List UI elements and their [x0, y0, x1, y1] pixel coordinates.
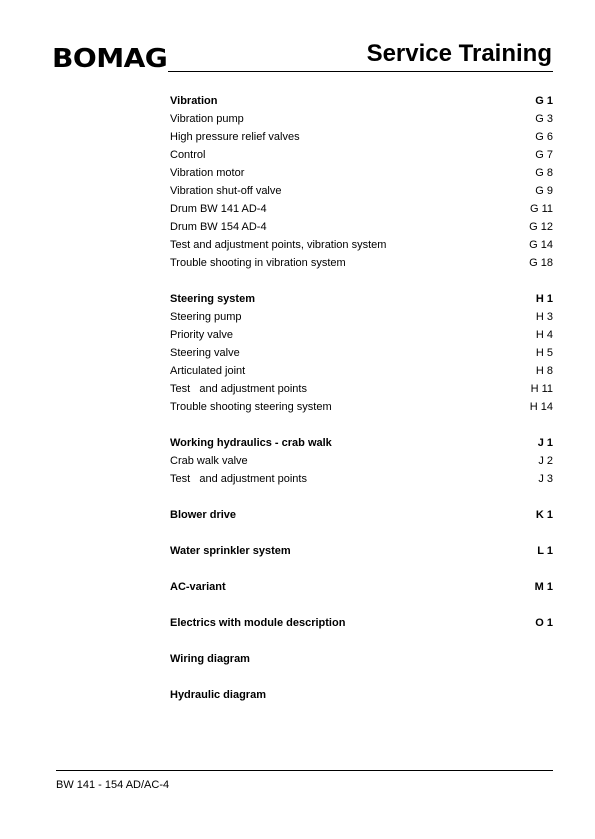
page-title: Service Training: [366, 40, 552, 67]
toc-entry-page: G 6: [535, 131, 553, 143]
toc-entry-label: Vibration pump: [170, 113, 244, 125]
toc-entry-page: H 4: [535, 329, 553, 341]
toc-entry: [170, 398, 553, 416]
toc-section-heading: [170, 290, 553, 308]
toc-entry: [170, 452, 553, 470]
toc-section-heading: [170, 578, 553, 596]
toc-section-heading: [170, 542, 553, 560]
toc-entry: [170, 344, 553, 362]
toc-entry-label: Test and adjustment points: [170, 383, 307, 395]
toc-entry-label: Water sprinkler system: [170, 545, 291, 557]
toc-entry-page: L 1: [537, 545, 553, 557]
toc-entry-label: Working hydraulics - crab walk: [170, 437, 332, 449]
toc-entry-label: Test and adjustment points: [170, 473, 307, 485]
toc-entry-page: G 1: [535, 95, 553, 107]
toc-entry-page: J 3: [538, 473, 553, 485]
toc-entry: [170, 128, 553, 146]
toc-section-heading: [170, 92, 553, 110]
toc-entry-label: Trouble shooting in vibration system: [170, 257, 346, 269]
toc-entry-page: H 5: [535, 347, 553, 359]
toc-entry-label: Blower drive: [170, 509, 237, 521]
toc-entry-label: Drum BW 154 AD-4: [170, 221, 267, 233]
toc-section-heading: [170, 434, 553, 452]
header-divider: [168, 71, 553, 72]
toc-entry: [170, 326, 553, 344]
toc-entry-page: O 1: [535, 617, 553, 629]
section-spacer: [170, 488, 553, 506]
toc-entry-label: Crab walk valve: [170, 455, 248, 467]
toc-entry: [170, 308, 553, 326]
toc-entry-label: AC-variant: [170, 581, 226, 593]
toc-entry-label: Steering system: [170, 293, 255, 305]
toc-entry-page: H 1: [535, 293, 553, 305]
toc-entry-label: Vibration: [170, 95, 218, 107]
toc-section-heading: [170, 686, 553, 704]
section-spacer: [170, 416, 553, 434]
toc-entry-page: G 8: [535, 167, 553, 179]
footer-divider: [56, 770, 553, 771]
toc-section-heading: [170, 614, 553, 632]
toc-section-heading: [170, 506, 553, 524]
toc-entry-page: G 18: [529, 257, 553, 269]
toc-entry: [170, 110, 553, 128]
toc-entry: [170, 362, 553, 380]
toc-section-heading: [170, 650, 553, 668]
toc-entry: [170, 200, 553, 218]
toc-entry: [170, 218, 553, 236]
toc-entry-page: G 9: [535, 185, 553, 197]
toc-entry-label: Vibration shut-off valve: [170, 185, 282, 197]
toc-entry-label: Test and adjustment points, vibration system: [170, 239, 387, 251]
toc-entry: [170, 236, 553, 254]
toc-entry-page: G 11: [529, 203, 553, 215]
section-spacer: [170, 272, 553, 290]
toc-entry-page: G 14: [529, 239, 553, 251]
toc-entry-label: Articulated joint: [170, 365, 246, 377]
toc-entry-label: Trouble shooting steering system: [170, 401, 332, 413]
toc-entry-page: G 12: [529, 221, 553, 233]
toc-entry-page: H 11: [530, 383, 553, 395]
section-spacer: [170, 560, 553, 578]
toc-entry-label: Priority valve: [170, 329, 233, 341]
toc-entry-label: Electrics with module description: [170, 617, 346, 629]
toc-entry-page: J 1: [537, 437, 553, 449]
toc-entry-page: H 8: [535, 365, 553, 377]
toc-entry-label: Vibration motor: [170, 167, 245, 179]
toc-entry-label: Drum BW 141 AD-4: [170, 203, 267, 215]
toc-entry-page: G 7: [535, 149, 553, 161]
toc-entry: [170, 146, 553, 164]
section-spacer: [170, 668, 553, 686]
toc-entry: [170, 470, 553, 488]
toc-entry-label: Steering pump: [170, 311, 242, 323]
section-spacer: [170, 524, 553, 542]
toc-entry-page: K 1: [535, 509, 553, 521]
toc-entry: [170, 164, 553, 182]
section-spacer: [170, 596, 553, 614]
footer-model: BW 141 - 154 AD/AC-4: [56, 779, 170, 791]
toc-entry-label: Steering valve: [170, 347, 240, 359]
toc-entry-page: H 3: [535, 311, 553, 323]
toc-entry-page: H 14: [529, 401, 553, 413]
toc-entry: [170, 254, 553, 272]
section-spacer: [170, 632, 553, 650]
toc-entry-label: Wiring diagram: [170, 653, 250, 665]
toc-entry-page: M 1: [534, 581, 553, 593]
toc-entry-label: High pressure relief valves: [170, 131, 300, 143]
toc-entry: [170, 182, 553, 200]
toc-entry-label: Control: [170, 149, 206, 161]
toc-entry-label: Hydraulic diagram: [170, 689, 266, 701]
toc-entry: [170, 380, 553, 398]
toc-entry-page: G 3: [535, 113, 553, 125]
bomag-logo: BOMAG: [52, 44, 168, 74]
table-of-contents: [170, 92, 553, 704]
toc-entry-page: J 2: [538, 455, 553, 467]
